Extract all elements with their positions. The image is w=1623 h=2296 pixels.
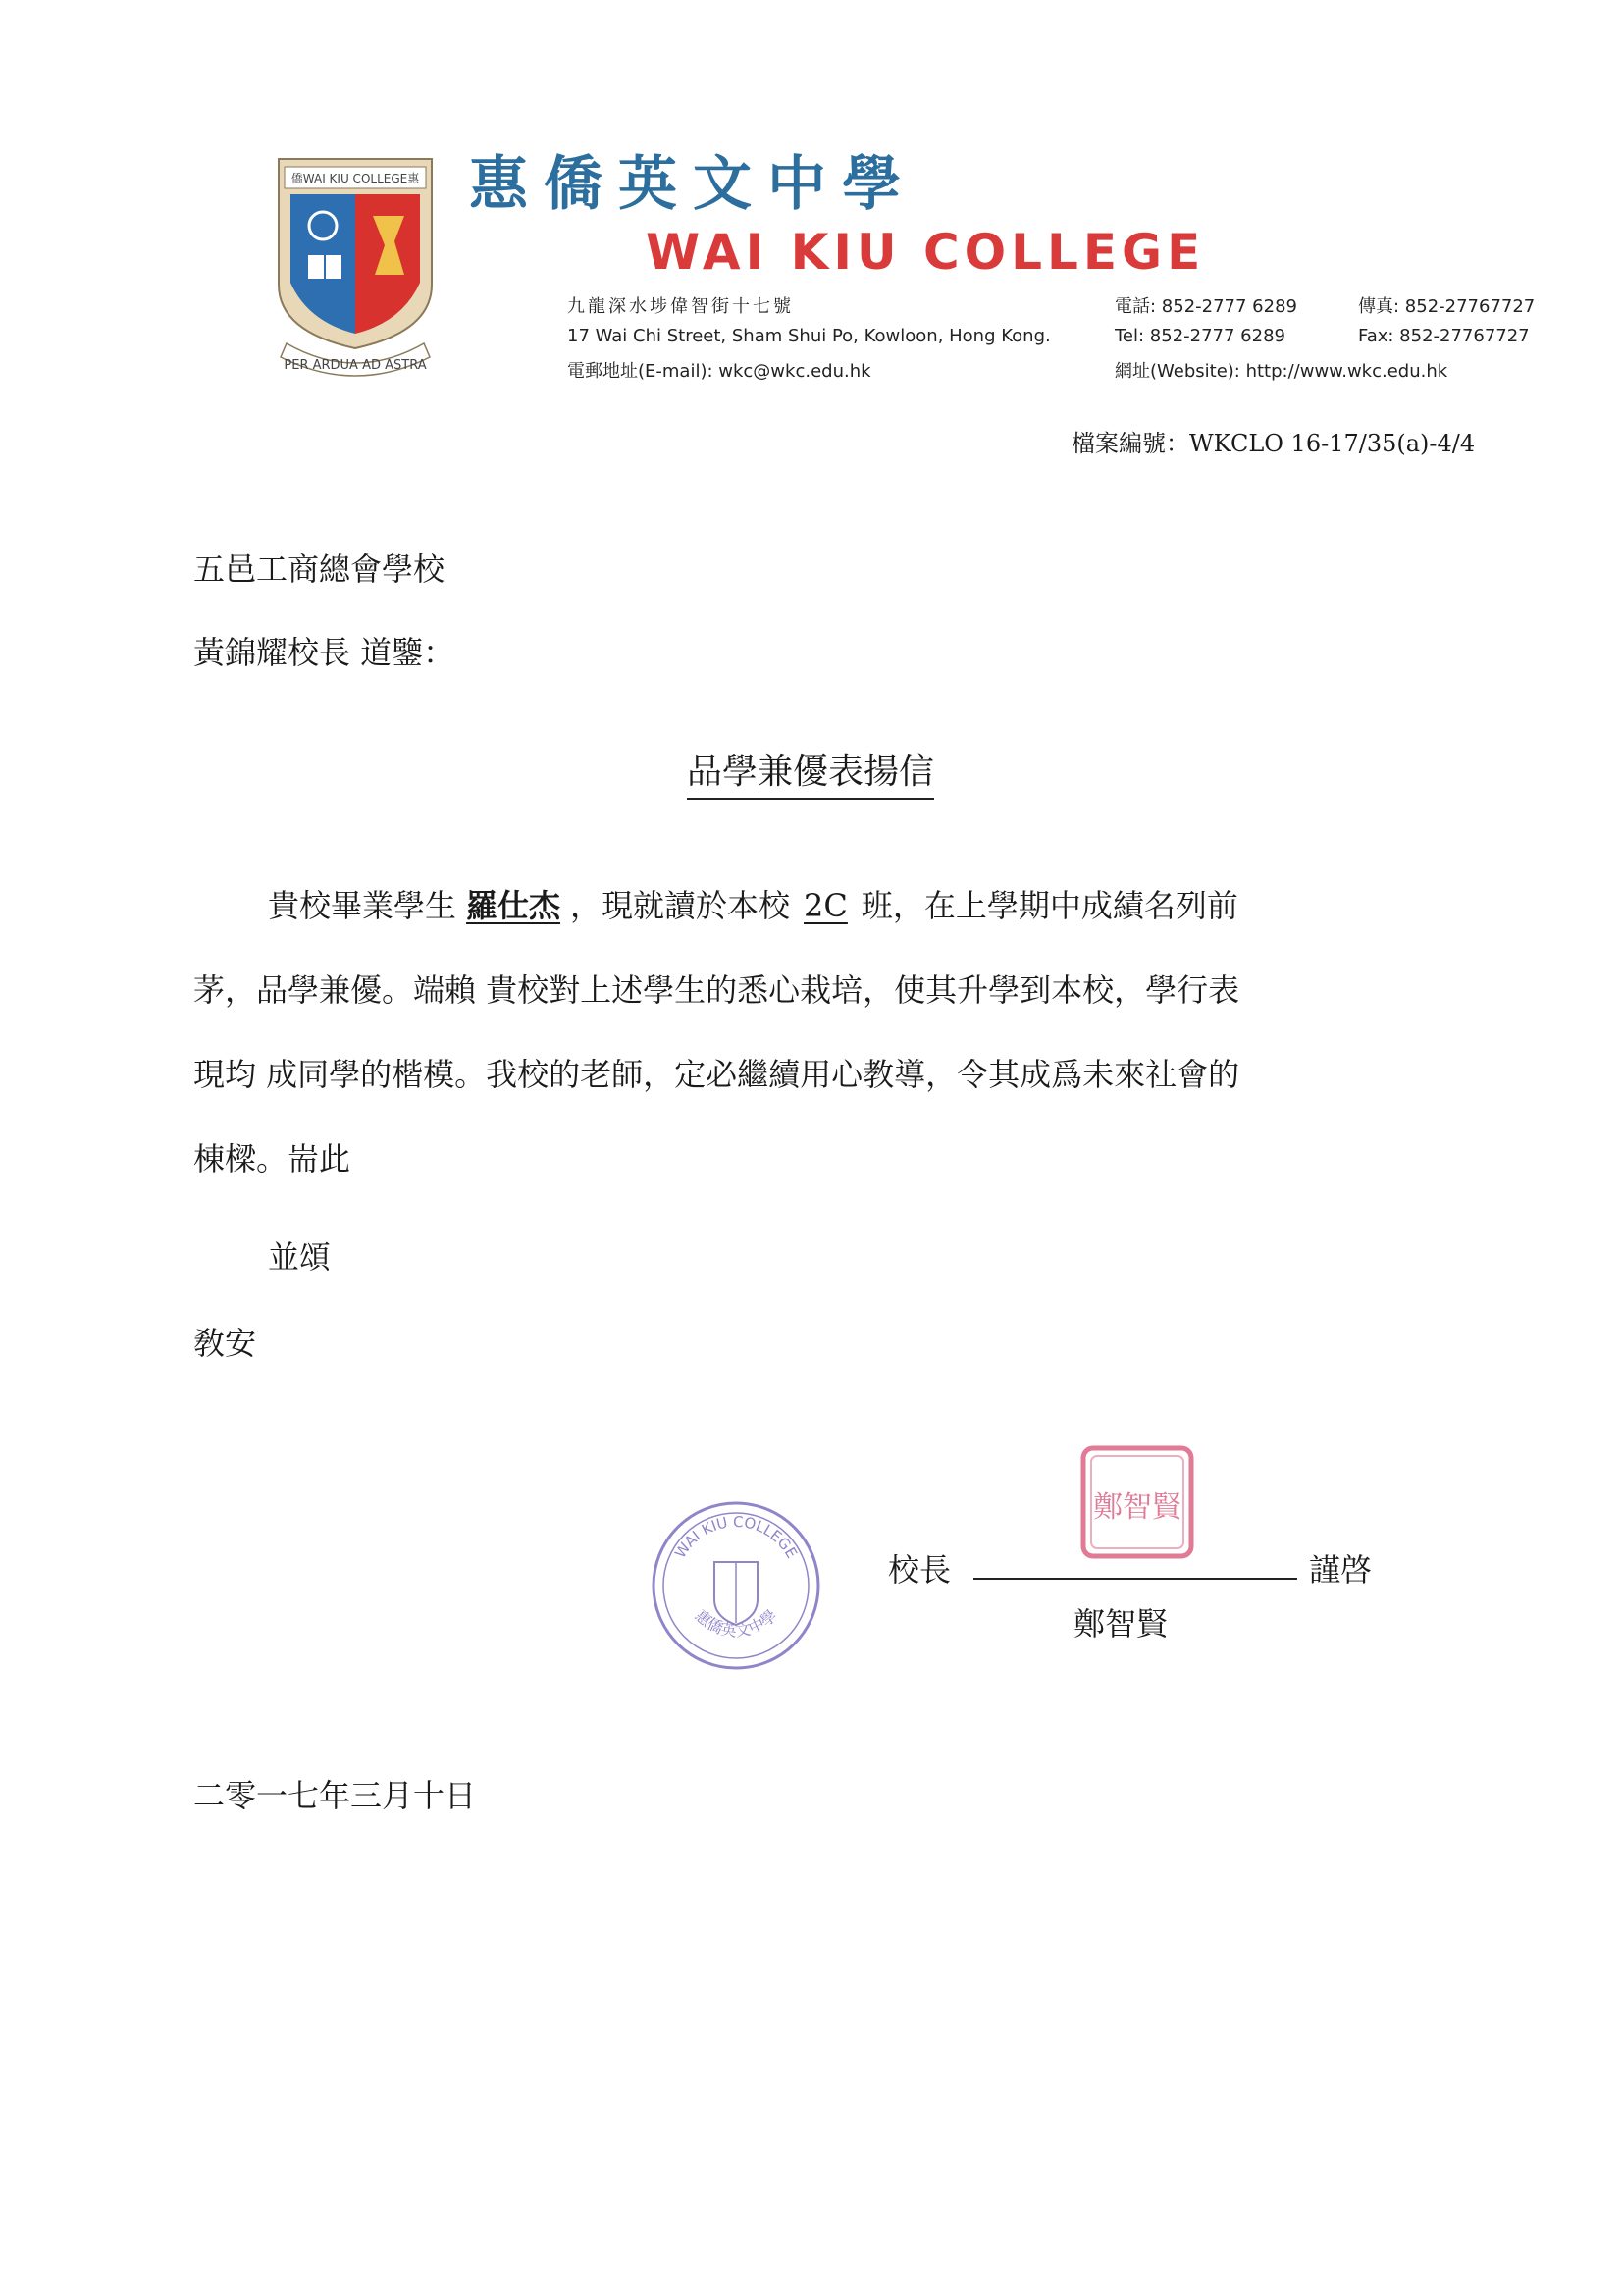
signature-line xyxy=(973,1578,1297,1580)
stamp-text: 鄭智賢 xyxy=(1093,1490,1181,1525)
crest-motto-text: PER ARDUA AD ASTRA xyxy=(284,358,427,373)
svg-text:WAI KIU COLLEGE xyxy=(671,1513,801,1562)
reference-number: 檔案編號：WKCLO 16-17/35(a)-4/4 xyxy=(1072,430,1476,457)
principal-seal-stamp xyxy=(1077,1442,1197,1562)
letter-body xyxy=(193,863,1489,1201)
letter-date: 二零一七年三月十日 xyxy=(193,1777,477,1814)
fax-english: Fax: 852-27767727 xyxy=(1358,326,1530,346)
class-name: 2C xyxy=(804,887,848,924)
body-line-1 xyxy=(193,863,1489,948)
body-line-2: 茅，品學兼優。端賴 貴校對上述學生的悉心栽培，使其升學到本校，學行表 xyxy=(193,971,1240,1009)
body-line-3: 現均 成同學的楷模。我校的老師，定必繼續用心教導，令其成爲未來社會的 xyxy=(193,1056,1240,1093)
telephone-english: Tel: 852-2777 6289 xyxy=(1115,326,1285,346)
school-seal xyxy=(648,1497,824,1674)
website-line: 網址(Website): http://www.wkc.edu.hk xyxy=(1115,361,1448,382)
body-line-1-start: 貴校畢業學生 xyxy=(268,887,457,924)
telephone-chinese: 電話: 852-2777 6289 xyxy=(1115,296,1297,317)
signature-closing: 謹啓 xyxy=(1309,1551,1373,1589)
seal-top-text: WAI KIU COLLEGE xyxy=(671,1512,801,1562)
letter-subject: 品學兼優表揚信 xyxy=(687,744,934,800)
signature-label: 校長 xyxy=(888,1551,952,1589)
recipient-principal: 黃錦耀校長 道鑒： xyxy=(193,634,455,671)
student-name: 羅仕杰 xyxy=(466,887,561,924)
school-name-chinese: 惠僑英文中學 xyxy=(469,150,916,219)
body-line-4: 棟樑。耑此 xyxy=(193,1140,351,1177)
closing-line-2: 敎安 xyxy=(193,1325,257,1362)
closing-line-1: 並頌 xyxy=(268,1238,332,1276)
body-line-1-middle: ，現就讀於本校 xyxy=(570,887,791,924)
recipient-school: 五邑工商總會學校 xyxy=(193,550,445,588)
signatory-name: 鄭智賢 xyxy=(1073,1605,1169,1643)
school-crest xyxy=(257,147,453,383)
address-english: 17 Wai Chi Street, Sham Shui Po, Kowloon, Hong Kong. xyxy=(567,326,1051,346)
crest-banner-text: 僑WAI KIU COLLEGE惠 xyxy=(290,172,420,185)
fax-chinese: 傳真: 852-27767727 xyxy=(1358,296,1536,317)
address-chinese: 九龍深水埗偉智街十七號 xyxy=(567,296,794,317)
body-line-1-end: 班，在上學期中成績名列前 xyxy=(861,887,1238,924)
seal-bottom-text: 惠僑英文中學 xyxy=(691,1605,781,1641)
school-name-english: WAI KIU COLLEGE xyxy=(646,224,1206,281)
email-line: 電郵地址(E-mail): wkc@wkc.edu.hk xyxy=(567,361,871,382)
